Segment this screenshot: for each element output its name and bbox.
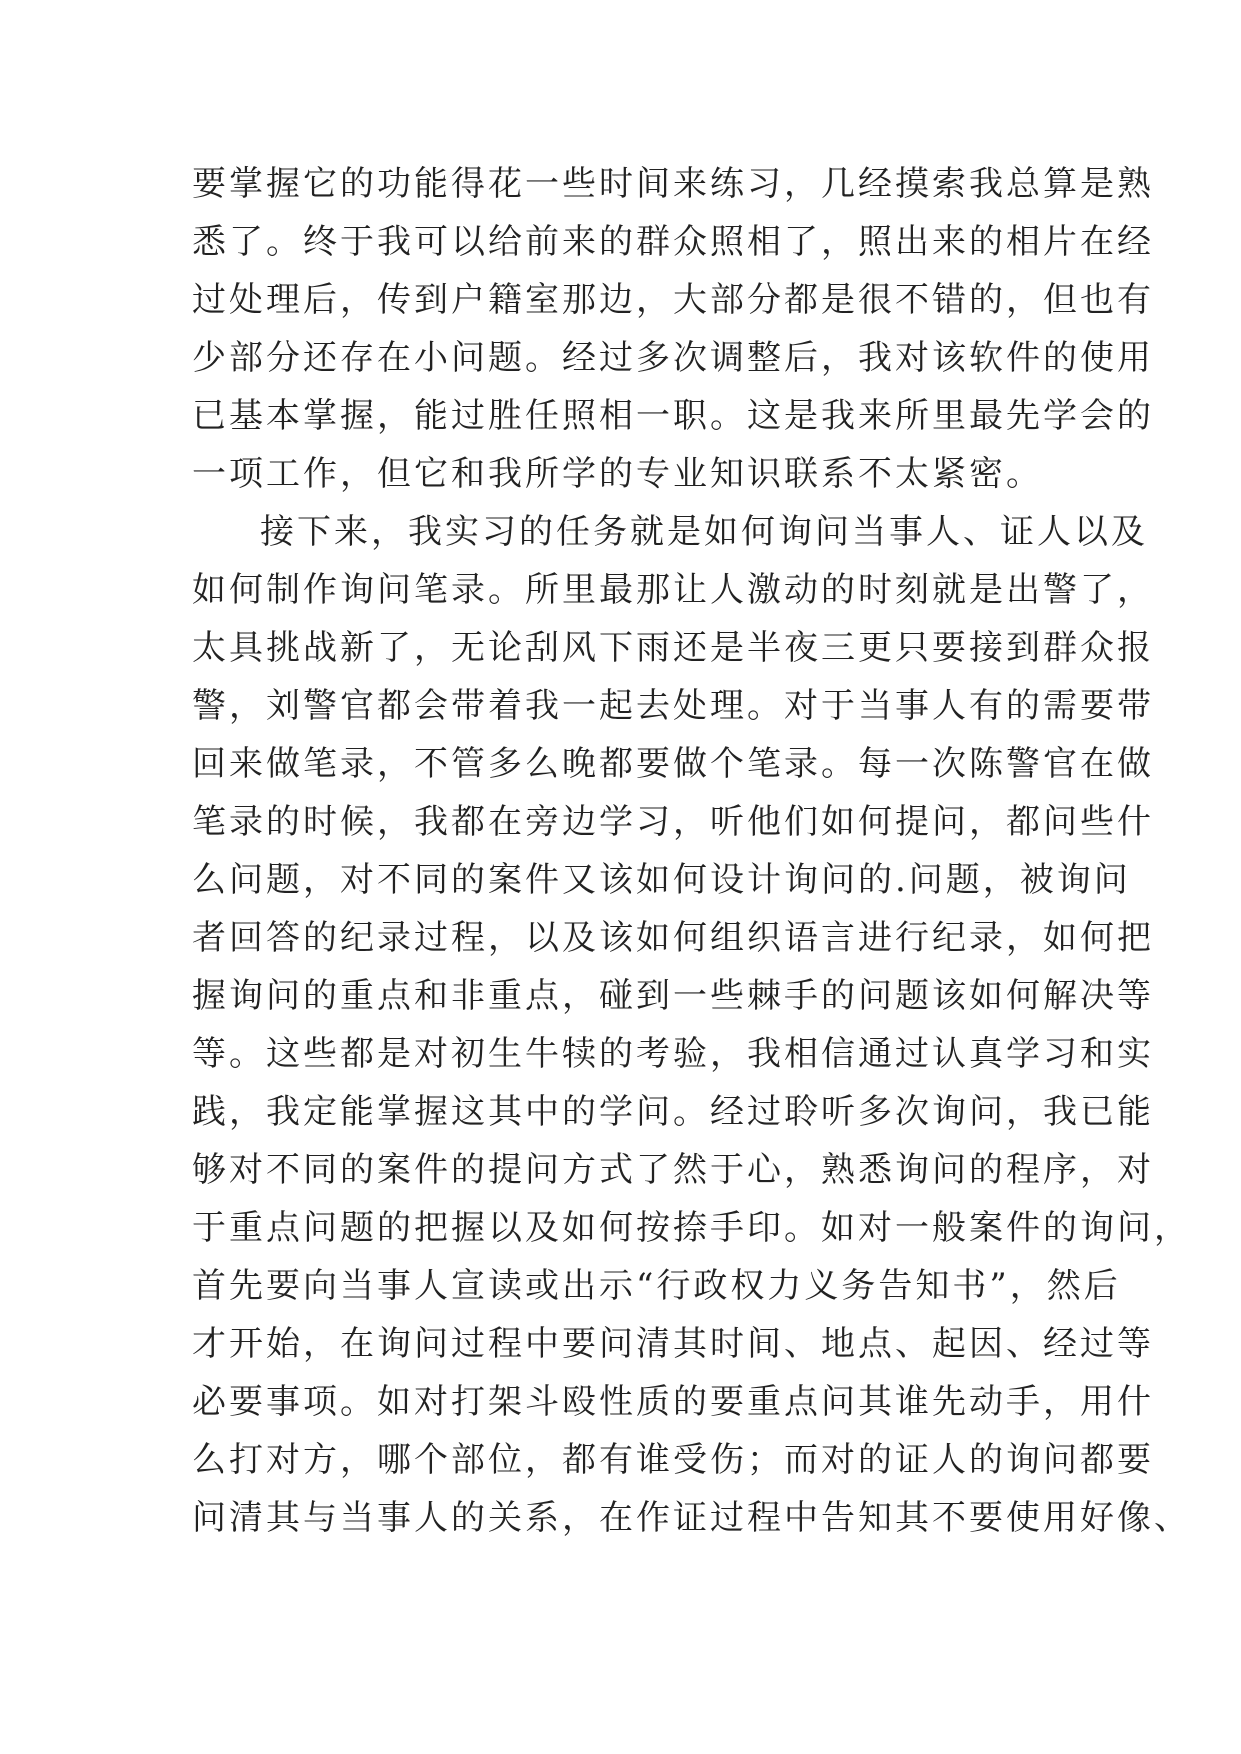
text-line: 悉了。终于我可以给前来的群众照相了，照出来的相片在经	[192, 222, 1154, 262]
text-line: 问清其与当事人的关系，在作证过程中告知其不要使用好像、	[192, 1498, 1191, 1538]
text-line: 警，刘警官都会带着我一起去处理。对于当事人有的需要带	[192, 686, 1154, 726]
text-line: 等。这些都是对初生牛犊的考验，我相信通过认真学习和实	[192, 1034, 1154, 1074]
text-line: 要掌握它的功能得花一些时间来练习，几经摸索我总算是熟	[192, 164, 1154, 204]
text-line: 者回答的纪录过程，以及该如何组织语言进行纪录，如何把	[192, 918, 1154, 958]
document-body	[192, 155, 1191, 1547]
text-line: 如何制作询问笔录。所里最那让人激动的时刻就是出警了，	[192, 570, 1154, 610]
text-line: 笔录的时候，我都在旁边学习，听他们如何提问，都问些什	[192, 802, 1154, 842]
text-line: 已基本掌握，能过胜任照相一职。这是我来所里最先学会的	[192, 396, 1154, 436]
text-line: 少部分还存在小问题。经过多次调整后，我对该软件的使用	[192, 338, 1154, 378]
text-line: 才开始，在询问过程中要问清其时间、地点、起因、经过等	[192, 1324, 1154, 1364]
text-line: 必要事项。如对打架斗殴性质的要重点问其谁先动手，用什	[192, 1382, 1154, 1422]
text-line: 首先要向当事人宣读或出示“行政权力义务告知书”，然后	[192, 1266, 1121, 1306]
text-line: 太具挑战新了，无论刮风下雨还是半夜三更只要接到群众报	[192, 628, 1154, 668]
text-line: 握询问的重点和非重点，碰到一些棘手的问题该如何解决等	[192, 976, 1154, 1016]
paragraph-start-line: 接下来，我实习的任务就是如何询问当事人、证人以及	[260, 512, 1148, 552]
text-line: 践，我定能掌握这其中的学问。经过聆听多次询问，我已能	[192, 1092, 1154, 1132]
text-line: 么打对方，哪个部位，都有谁受伤；而对的证人的询问都要	[192, 1440, 1154, 1480]
text-line: 回来做笔录，不管多么晚都要做个笔录。每一次陈警官在做	[192, 744, 1154, 784]
text-line: 于重点问题的把握以及如何按捺手印。如对一般案件的询问，	[192, 1208, 1191, 1248]
text-line: 够对不同的案件的提问方式了然于心，熟悉询问的程序，对	[192, 1150, 1154, 1190]
text-line: 过处理后，传到户籍室那边，大部分都是很不错的，但也有	[192, 280, 1154, 320]
text-line: 一项工作，但它和我所学的专业知识联系不太紧密。	[192, 454, 1043, 494]
text-line: 么问题，对不同的案件又该如何设计询问的.问题，被询问	[192, 860, 1131, 900]
